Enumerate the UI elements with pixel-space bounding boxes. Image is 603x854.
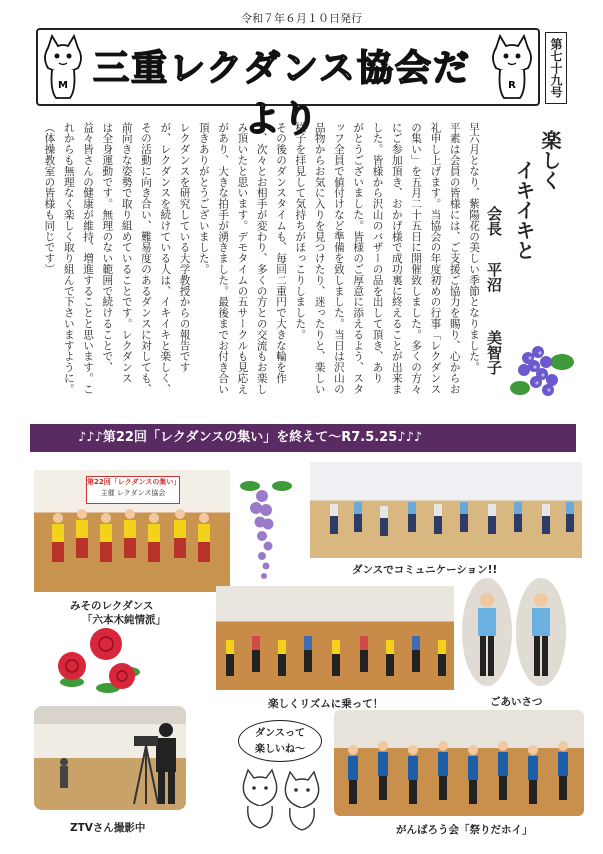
photo-dance-communication <box>310 462 582 558</box>
photo-misono-dancers <box>34 470 230 592</box>
article-line: その活動に向き合い、難易度のあるダンスに対しても、 <box>139 122 152 395</box>
svg-text:R: R <box>508 80 516 91</box>
article-line: があり、大きな拍手が湧きました。最後までお付き合い <box>217 122 230 395</box>
article-line: にご参加頂き、おかげ様で成功裏に終えることが出来ま <box>390 122 403 395</box>
article-line: （体操教室の皆様も同じです） <box>43 122 56 275</box>
article-line: は全身運動です。無理のない範囲で続けることで、 <box>101 122 114 373</box>
article-line: り、次々とお相手が変わり、多くの方との交流もお楽し <box>255 122 268 395</box>
author-role: 会長 <box>485 206 503 236</box>
caption-misono-line2: 「六本木純情派」 <box>82 614 166 626</box>
photo-greeting-right <box>516 578 566 686</box>
caption-communication: ダンスでコミュニケーション!! <box>352 564 498 576</box>
cats-illustration-icon <box>234 762 330 832</box>
author-given-name: 美智子 <box>485 330 503 375</box>
article-line: が、レクダンスを続けている人は、イキイキと楽しく、 <box>159 122 172 395</box>
article-body <box>33 122 483 420</box>
issue-date: 令和７年６月１０日発行 <box>241 12 362 25</box>
photo-ztv-filming <box>34 706 186 810</box>
cat-mascot-left-icon <box>40 34 86 102</box>
newsletter-title: 三重レクダンス協会だより <box>93 48 471 140</box>
article-line: の集い」を五月二十五日に開催致しました。多くの方々 <box>410 122 423 395</box>
article-line: した。皆様から沢山のバザーの品を出して頂き、あり <box>371 122 384 384</box>
caption-ztv: ZTVさん撮影中 <box>70 822 146 834</box>
caption-festival: がんばろう会「祭りだホイ」 <box>396 824 533 836</box>
heading-line-2: イキイキと <box>512 160 536 260</box>
heading-line-1: 楽しく <box>538 130 562 190</box>
article-line: 平素は会員の皆様には、ご支援ご協力を賜り、心からお <box>448 122 461 395</box>
speech-bubble <box>238 720 322 762</box>
stage-sign-subtitle: 主催 レクダンス協会 <box>100 489 166 497</box>
stage-sign-title: 第22回「レクダンスの集い」 <box>87 478 181 486</box>
caption-greeting: ごあいさつ <box>490 696 543 708</box>
svg-text:M: M <box>58 80 68 91</box>
caption-rhythm: 楽しくリズムに乗って！ <box>268 698 384 710</box>
article-line: がとうございました。皆様のご厚意に添えるよう、スタ <box>352 122 365 395</box>
bubble-line-1: ダンスって <box>255 728 305 739</box>
photo-rhythm-dance <box>216 586 454 690</box>
article-line: 頂きありがとうございました。 <box>197 122 210 275</box>
article-line: 礼申し上げます。当協会の年度初めの行事「レクダンス <box>429 122 442 395</box>
article-line: み頂いたと思います。デモタイムの五サークルも見応え <box>236 122 249 395</box>
article-line: れからも無理なく楽しく取り組んで下さいますように。 <box>62 122 75 395</box>
hydrangea-icon <box>506 336 576 406</box>
article-line: 前向きな姿勢で取り組めていることです。レクダンス <box>120 122 133 384</box>
article-line: その後のダンスタイムも、毎回二重円で大きな輪を作 <box>275 122 288 384</box>
rose-icon <box>50 622 150 700</box>
article-line: 益々皆さんの健康が維持、増進することと思います。こ <box>82 122 95 395</box>
article-line: レクダンスを研究している大学教授からの報告です <box>178 122 191 373</box>
issue-number: 第七十九号 <box>545 32 567 104</box>
article-line: 早六月となり、紫陽花の美しい季節となりました。 <box>468 122 480 373</box>
cat-mascot-right-icon <box>488 34 536 102</box>
photo-festival-dance <box>334 710 584 816</box>
wisteria-icon <box>236 476 298 586</box>
photo-greeting-left <box>462 578 512 686</box>
author-surname: 平沼 <box>485 262 503 292</box>
article-line: ッフ全員で値付けなど準備を致しました。当日は沢山の <box>332 122 345 395</box>
article-line: 品物からお気に入りを見つけたり、迷ったりと、楽しい <box>313 122 326 395</box>
event-banner: ♪♪♪第22回「レクダンスの集い」を終えて～R7.5.25♪♪♪ <box>30 424 576 452</box>
caption-misono-line1: みそのレクダンス <box>70 600 154 612</box>
bubble-line-2: 楽しいね～ <box>255 744 305 755</box>
article-line: 様子を拝見して気持ちがほっこりしました。 <box>294 122 307 340</box>
